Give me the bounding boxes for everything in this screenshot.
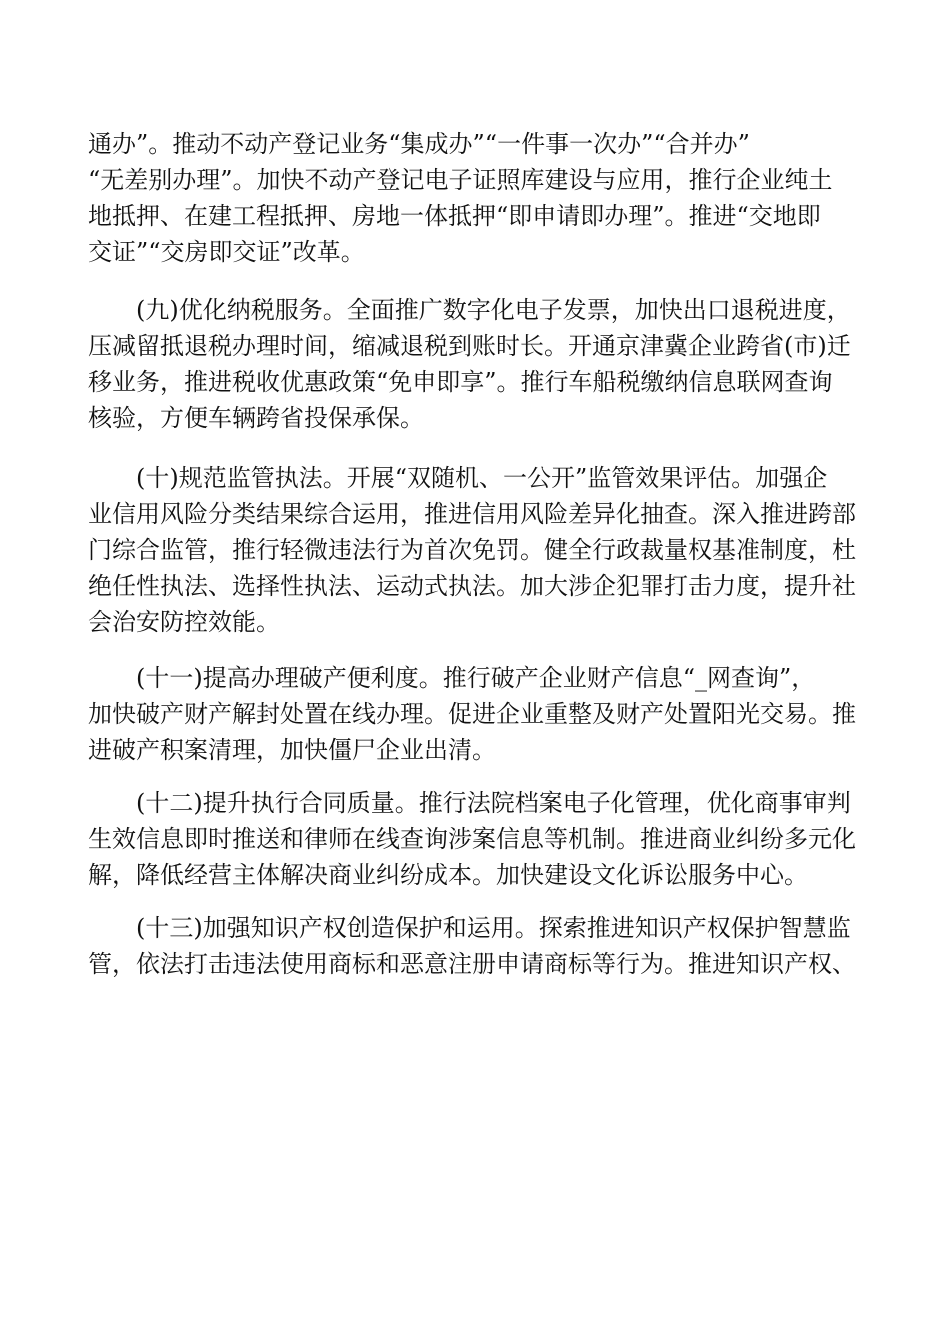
paragraph-line: (十)规范监管执法。开展“双随机、一公开”监管效果评估。加强企 xyxy=(88,464,828,492)
paragraph-line: (十一)提高办理破产便利度。推行破产企业财产信息“_网查询”， xyxy=(88,664,816,692)
paragraph-line: 门综合监管，推行轻微违法行为首次免罚。健全行政裁量权基准制度，杜 xyxy=(88,536,856,564)
paragraph-intellectual-property xyxy=(88,910,862,982)
paragraph-contract-enforcement xyxy=(88,785,862,893)
paragraph-bankruptcy xyxy=(88,660,862,768)
paragraph-line: (十三)加强知识产权创造保护和运用。探索推进知识产权保护智慧监 xyxy=(88,914,851,942)
paragraph-line: (九)优化纳税服务。全面推广数字化电子发票，加快出口退税进度， xyxy=(88,296,851,324)
paragraph-line: 移业务，推进税收优惠政策“免申即享”。推行车船税缴纳信息联网查询 xyxy=(88,368,833,396)
paragraph-regulation xyxy=(88,460,862,640)
paragraph-line: 生效信息即时推送和律师在线查询涉案信息等机制。推进商业纠纷多元化 xyxy=(88,825,856,853)
paragraph-line: 绝任性执法、选择性执法、运动式执法。加大涉企犯罪打击力度，提升社 xyxy=(88,572,856,600)
paragraph-line: (十二)提升执行合同质量。推行法院档案电子化管理，优化商事审判 xyxy=(88,789,851,817)
paragraph-line: 压减留抵退税办理时间，缩减退税到账时长。开通京津冀企业跨省(市)迁 xyxy=(88,332,851,360)
document-body xyxy=(88,126,862,982)
paragraph-line: 地抵押、在建工程抵押、房地一体抵押“即申请即办理”。推进“交地即 xyxy=(88,202,821,230)
paragraph-real-estate xyxy=(88,126,862,270)
paragraph-line: 会治安防控效能。 xyxy=(88,608,280,636)
paragraph-line: 业信用风险分类结果综合运用，推进信用风险差异化抽查。深入推进跨部 xyxy=(88,500,856,528)
paragraph-line: 通办”。推动不动产登记业务“集成办”“一件事一次办”“合并办” xyxy=(88,130,750,158)
paragraph-tax-service xyxy=(88,292,862,436)
paragraph-line: 解，降低经营主体解决商业纠纷成本。加快建设文化诉讼服务中心。 xyxy=(88,861,808,889)
paragraph-line: 加快破产财产解封处置在线办理。促进企业重整及财产处置阳光交易。推 xyxy=(88,700,856,728)
paragraph-line: 进破产积案清理，加快僵尸企业出清。 xyxy=(88,736,496,764)
paragraph-line: 核验，方便车辆跨省投保承保。 xyxy=(88,404,424,432)
paragraph-line: 交证”“交房即交证”改革。 xyxy=(88,238,365,266)
paragraph-line: “无差别办理”。加快不动产登记电子证照库建设与应用，推行企业纯土 xyxy=(88,166,833,194)
paragraph-line: 管，依法打击违法使用商标和恶意注册申请商标等行为。推进知识产权、 xyxy=(88,950,856,978)
